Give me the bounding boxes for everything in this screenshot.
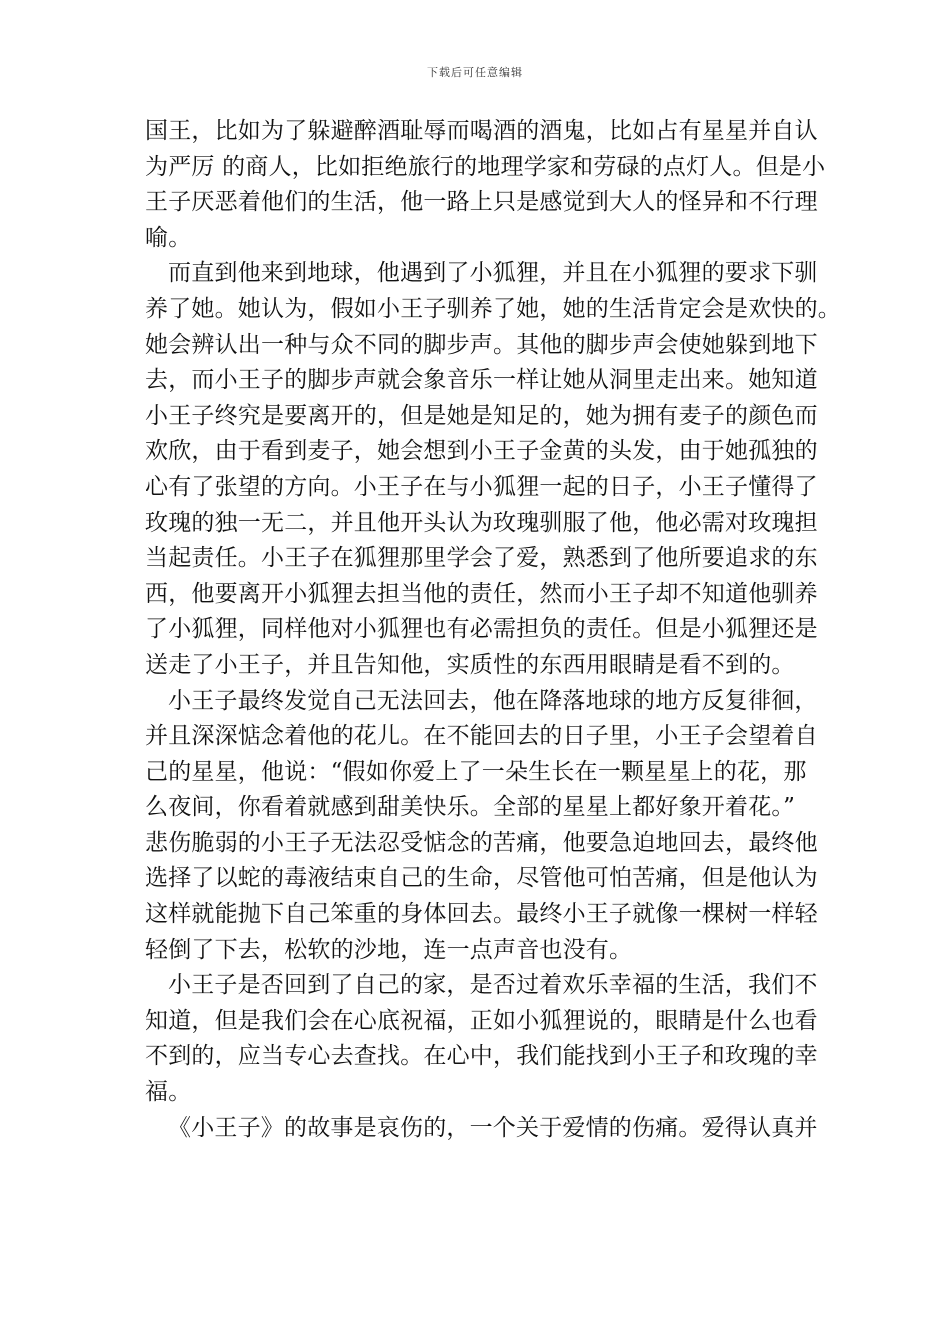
text-line: 么夜间，你看着就感到甜美快乐。全部的星星上都好象开着花。” <box>145 794 796 821</box>
text-line: 王子厌恶着他们的生活，他一路上只是感觉到大人的怪异和不行理 <box>145 189 818 216</box>
text-line: 为严厉 的商人，比如拒绝旅行的地理学家和劳碌的点灯人。但是小 <box>145 153 826 180</box>
text-line: 小王子终究是要离开的，但是她是知足的，她为拥有麦子的颜色而 <box>145 402 818 429</box>
text-line: 心有了张望的方向。小王子在与小狐狸一起的日子，小王子懂得了 <box>145 473 818 500</box>
text-line: 而直到他来到地球，他遇到了小狐狸，并且在小狐狸的要求下驯 <box>168 260 818 287</box>
text-line: 小王子最终发觉自己无法回去，他在降落地球的地方反复徘徊， <box>168 687 818 714</box>
text-line: 知道，但是我们会在心底祝福，正如小狐狸说的，眼睛是什么也看 <box>145 1007 818 1034</box>
body-text <box>145 114 841 1146</box>
text-line: 己的星星，他说：“假如你爱上了一朵生长在一颗星星上的花，那 <box>145 758 807 785</box>
paragraph-4 <box>145 968 818 1110</box>
paragraph-2 <box>145 256 841 683</box>
page-header: 下载后可任意编辑 <box>427 66 523 79</box>
text-line: 这样就能抛下自己笨重的身体回去。最终小王子就像一棵树一样轻 <box>145 901 818 928</box>
text-line: 喻。 <box>145 224 192 251</box>
text-line: 西，他要离开小狐狸去担当他的责任，然而小王子却不知道他驯养 <box>145 580 818 607</box>
text-line: 送走了小王子，并且告知他，实质性的东西用眼睛是看不到的。 <box>145 651 795 678</box>
paragraph-5 <box>145 1111 818 1147</box>
text-line: 去，而小王子的脚步声就会象音乐一样让她从洞里走出来。她知道 <box>145 367 818 394</box>
text-line: 并且深深惦念着他的花儿。在不能回去的日子里，小王子会望着自 <box>145 723 818 750</box>
text-line: 不到的，应当专心去查找。在心中，我们能找到小王子和玫瑰的幸 <box>145 1043 818 1070</box>
text-line: 了小狐狸，同样他对小狐狸也有必需担负的责任。但是小狐狸还是 <box>145 616 818 643</box>
text-line: 当起责任。小王子在狐狸那里学会了爱，熟悉到了他所要追求的东 <box>145 545 818 572</box>
text-line: 她会辨认出一种与众不同的脚步声。其他的脚步声会使她躲到地下 <box>145 331 818 358</box>
text-line: 轻倒了下去，松软的沙地，连一点声音也没有。 <box>145 936 633 963</box>
text-line: 选择了以蛇的毒液结束自己的生命，尽管他可怕苦痛，但是他认为 <box>145 865 818 892</box>
paragraph-1 <box>145 114 826 256</box>
text-line: 国王，比如为了躲避醉酒耻辱而喝酒的酒鬼，比如占有星星并自认 <box>145 118 818 144</box>
paragraph-3 <box>145 684 818 969</box>
text-line: 欢欣，由于看到麦子，她会想到小王子金黄的头发，由于她孤独的 <box>145 438 818 465</box>
text-line: 玫瑰的独一无二，并且他开头认为玫瑰驯服了他，他必需对玫瑰担 <box>145 509 818 536</box>
text-line: 悲伤脆弱的小王子无法忍受惦念的苦痛，他要急迫地回去，最终他 <box>145 829 818 856</box>
text-line: 小王子是否回到了自己的家，是否过着欢乐幸福的生活，我们不 <box>168 972 818 999</box>
text-line: 福。 <box>145 1079 192 1106</box>
text-line: 养了她。她认为，假如小王子驯养了她，她的生活肯定会是欢快的。 <box>145 295 841 322</box>
text-line: 《小王子》的故事是哀伤的，一个关于爱情的伤痛。爱得认真并 <box>168 1114 818 1141</box>
